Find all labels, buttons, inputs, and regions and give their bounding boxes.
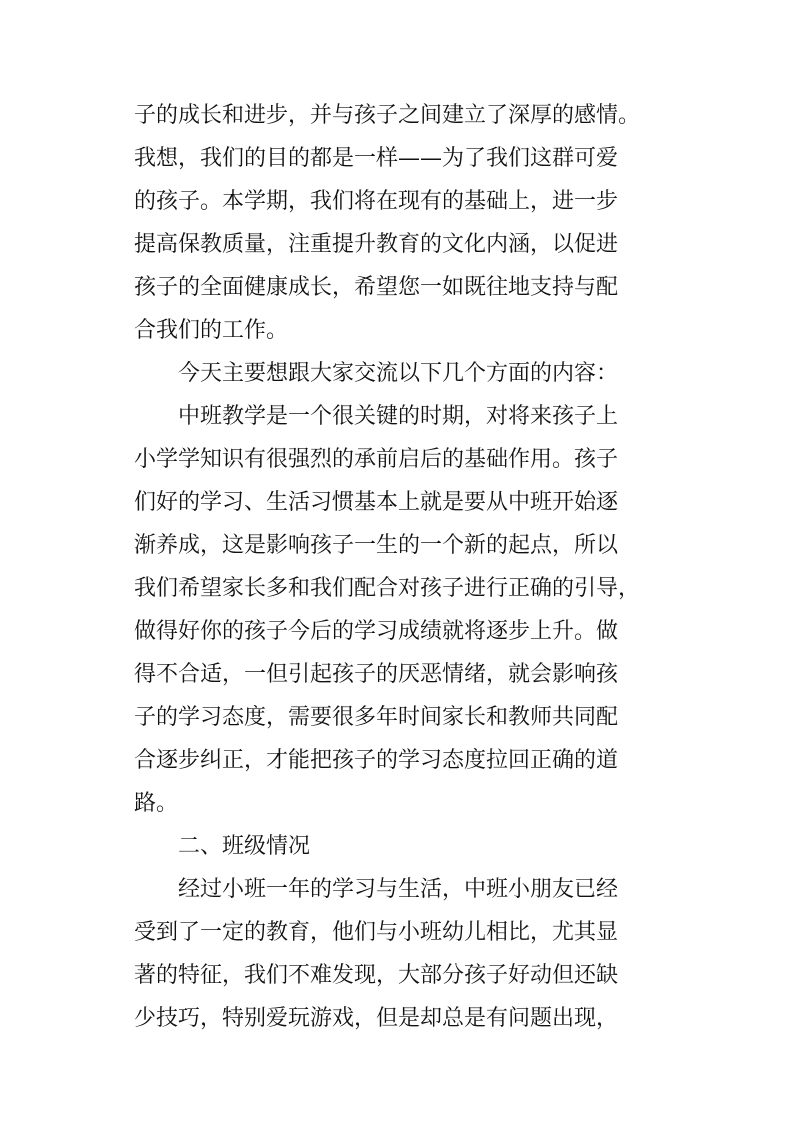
paragraph-intro: 今天主要想跟大家交流以下几个方面的内容： [178,361,619,386]
text-line: 小学学知识有很强烈的承前启后的基础作用。孩子 [134,447,619,472]
text-line: 著的特征，我们不难发现，大部分孩子好动但还缺 [134,963,619,988]
section-heading: 二、班级情况 [178,834,311,859]
text-line: 们好的学习、生活习惯基本上就是要从中班开始逐 [134,490,619,515]
text-line: 提高保教质量，注重提升教育的文化内涵，以促进 [134,232,619,257]
text-line: 子的成长和进步，并与孩子之间建立了深厚的感情。 [134,103,641,128]
text-line: 我们希望家长多和我们配合对孩子进行正确的引导， [134,576,641,601]
text-line: 孩子的全面健康成长，希望您一如既往地支持与配 [134,275,619,300]
paragraph-start: 经过小班一年的学习与生活，中班小朋友已经 [178,877,619,902]
text-line: 得不合适，一但引起孩子的厌恶情绪，就会影响孩 [134,662,619,687]
text-line: 我想，我们的目的都是一样——为了我们这群可爱 [134,146,619,171]
paragraph-start: 中班教学是一个很关键的时期，对将来孩子上 [178,404,619,429]
body-text [134,94,694,1040]
text-line: 的孩子。本学期，我们将在现有的基础上，进一步 [134,189,619,214]
text-line: 子的学习态度，需要很多年时间家长和教师共同配 [134,705,619,730]
text-line: 合逐步纠正，才能把孩子的学习态度拉回正确的道 [134,748,619,773]
text-line: 少技巧，特别爱玩游戏，但是却总是有问题出现， [134,1006,619,1031]
text-line: 路。 [134,791,179,816]
text-line: 合我们的工作。 [134,318,289,343]
text-line: 渐养成，这是影响孩子一生的一个新的起点，所以 [134,533,619,558]
text-line: 受到了一定的教育，他们与小班幼儿相比，尤其显 [134,920,619,945]
text-line: 做得好你的孩子今后的学习成绩就将逐步上升。做 [134,619,619,644]
